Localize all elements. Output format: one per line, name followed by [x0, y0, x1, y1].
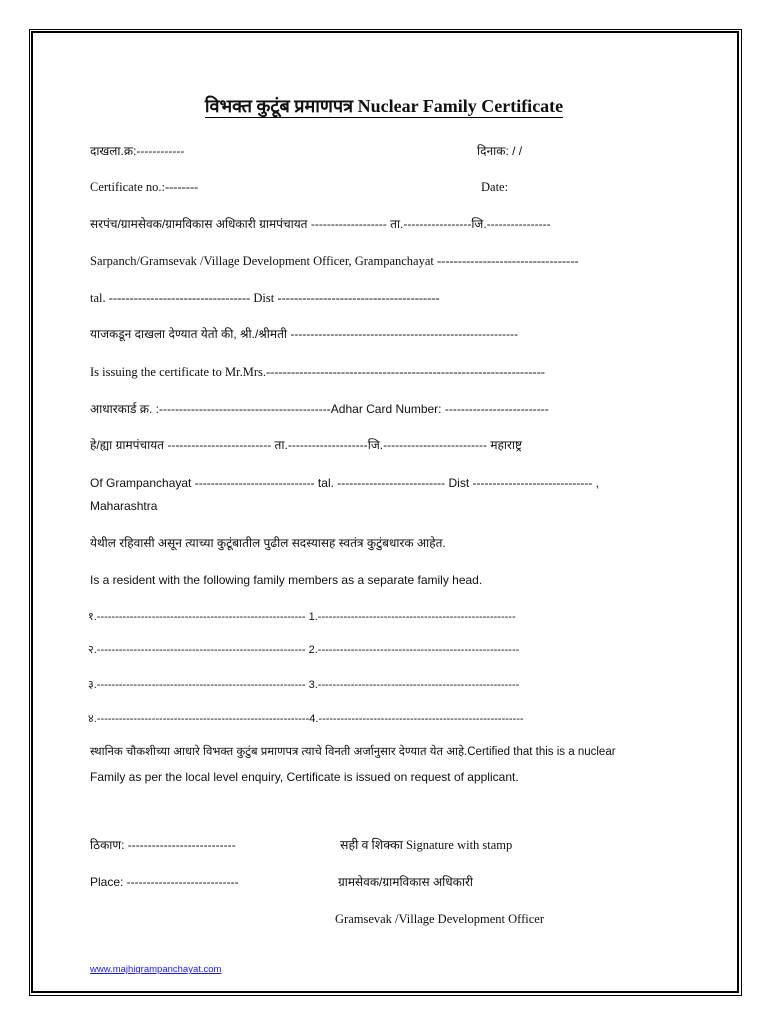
issuing-line: Is issuing the certificate to Mr.Mrs.-------------------------------------------------------------------: [90, 365, 545, 379]
member-row-3: ३.--------------------------------------------------------- 3.-------------------------------------------------------: [88, 679, 520, 691]
sthanik-line: स्थानिक चौकशीच्या आधारे विभक्त कुटुंब प्रमाणपत्र त्याचे विनती अर्जानुसार देण्यात येत आहे.Certified that this is a nuclear: [90, 746, 616, 758]
certificate-number: Certificate no.:--------: [90, 180, 199, 194]
member-row-1: १.--------------------------------------------------------- 1.------------------------------------------------------: [88, 611, 516, 623]
sarpanch-marathi: सरपंच/ग्रामसेवक/ग्रामविकास अधिकारी ग्रामपंचायत ------------------- ता.-----------------जि.----------------: [90, 217, 551, 231]
website-link[interactable]: www.majhigrampanchayat.com: [90, 964, 222, 975]
signature-stamp-label: सही व शिक्का Signature with stamp: [340, 838, 513, 852]
dinak-field: दिनाक: / /: [477, 144, 523, 158]
certificate-title: विभक्त कुटूंब प्रमाणपत्र Nuclear Family Certificate: [204, 96, 564, 116]
member-row-4: ४.----------------------------------------------------------4.--------------------------------------------------------: [88, 713, 524, 725]
resident-line: Is a resident with the following family members as a separate family head.: [90, 573, 483, 587]
member-row-2: २.--------------------------------------------------------- 2.-------------------------------------------------------: [88, 644, 520, 656]
tal-dist-line: tal. ---------------------------------- Dist ---------------------------------------: [90, 291, 440, 305]
gramsevak-english: Gramsevak /Village Development Officer: [335, 912, 545, 926]
dakhla-number: दाखला.क्र:------------: [90, 144, 185, 158]
place-field: Place: ----------------------------: [90, 875, 239, 889]
family-line: Family as per the local level enquiry, Certificate is issued on request of applicant.: [90, 770, 519, 784]
yajkadun-line: याजकडून दाखला देण्यात येतो की, श्री./श्रीमती ---------------------------------------------------------: [90, 327, 519, 341]
thikan-field: ठिकाण: ---------------------------: [90, 838, 236, 852]
gramsevak-marathi: ग्रामसेवक/ग्रामविकास अधिकारी: [338, 875, 473, 889]
of-grampanchayat-line: Of Grampanchayat ------------------------------ tal. --------------------------- Dist ------------------------------ ,: [90, 476, 600, 490]
sarpanch-english: Sarpanch/Gramsevak /Village Development Officer, Grampanchayat ----------------------------------: [90, 254, 579, 268]
he-hya-line: हे/ह्या ग्रामपंचायत -------------------------- ता.--------------------जि.-------------------------- महाराष्ट्र: [90, 438, 523, 452]
date-field: Date:: [481, 180, 509, 194]
yethil-line: येथील रहिवासी असून त्याच्या कुटूंबातील पुढील सदस्यासह स्वतंत्र कुटुंबधारक आहेत.: [90, 536, 446, 550]
aadhar-line: आधारकार्ड क्र. :-------------------------------------------Adhar Card Number: --------------------------: [90, 402, 549, 416]
maharashtra-line: Maharashtra: [90, 499, 158, 513]
